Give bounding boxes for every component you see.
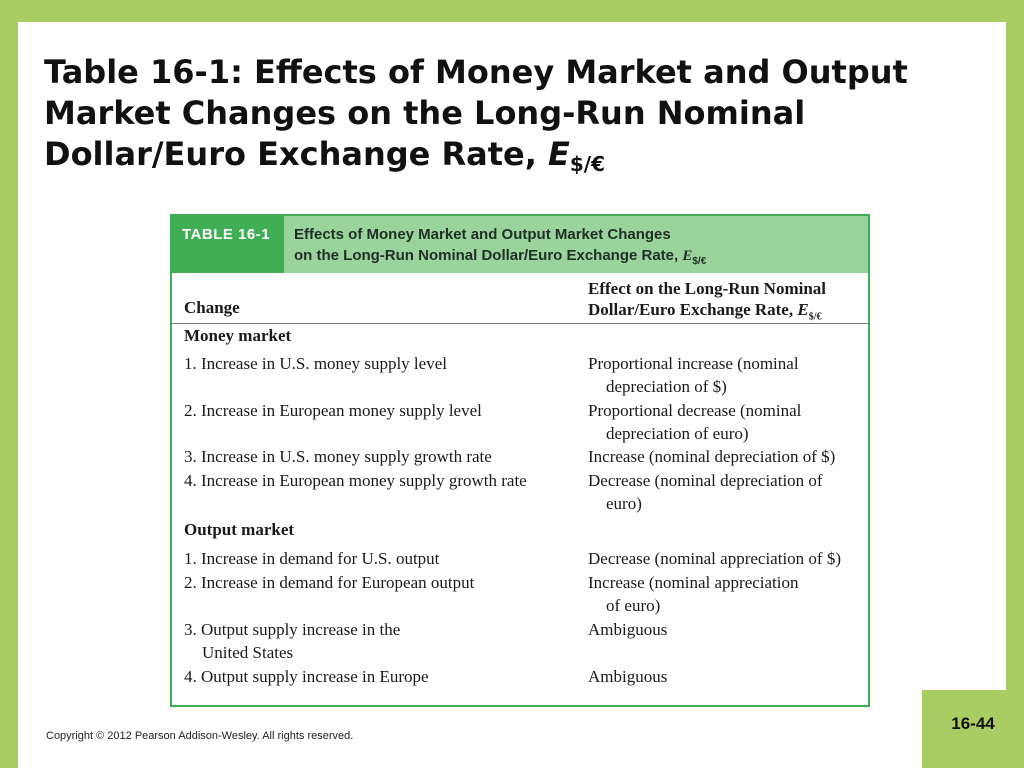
table-row-change: 2. Increase in European money supply level [184, 401, 482, 420]
column-header-effect-symbol: E [797, 300, 809, 319]
table-row-effect: Ambiguous [588, 620, 668, 639]
effect-line: depreciation of euro) [606, 424, 749, 443]
effect-line: of euro) [606, 596, 661, 615]
column-header-effect-subscript: $/€ [808, 311, 822, 323]
slide-title-subscript: $/€ [569, 152, 605, 176]
column-header-change: Change [184, 298, 240, 317]
effect-line: Proportional increase (nominal [588, 354, 799, 373]
copyright-notice: Copyright © 2012 Pearson Addison-Wesley. All rights reserved. [46, 730, 354, 742]
table-16-1 [170, 214, 870, 707]
table-row-change [184, 618, 584, 664]
table-caption-line1: Effects of Money Market and Output Market Changes [294, 226, 671, 243]
table-caption-line2: on the Long-Run Nominal Dollar/Euro Exchange Rate, [294, 247, 683, 264]
table-row-effect [588, 571, 868, 617]
table-row-change: 3. Increase in U.S. money supply growth rate [184, 447, 492, 466]
page-number: 16-44 [951, 714, 995, 733]
change-line: United States [202, 643, 294, 662]
table-row-change: 4. Output supply increase in Europe [184, 667, 429, 686]
table-row-effect: Decrease (nominal appreciation of $) [588, 549, 841, 568]
slide-title-text: Table 16-1: Effects of Money Market and Output Market Changes on the Long-Run Nominal Dollar/Euro Exchange Rate, [44, 53, 908, 173]
column-header-effect-line2: Dollar/Euro Exchange Rate, [588, 300, 798, 319]
section-title-output-market: Output market [184, 520, 295, 539]
table-row-change: 4. Increase in European money supply growth rate [184, 471, 527, 490]
table-caption-symbol: E [682, 248, 693, 264]
table-row-effect [588, 352, 868, 398]
effect-line: depreciation of $) [606, 377, 727, 396]
table-caption-subscript: $/€ [692, 256, 707, 267]
table-tag: TABLE 16-1 [172, 216, 284, 273]
table-row-change: 1. Increase in demand for U.S. output [184, 549, 440, 568]
change-line: 3. Output supply increase in the [184, 620, 401, 639]
table-row-change: 2. Increase in demand for European output [184, 573, 475, 592]
slide-canvas [18, 22, 1006, 768]
page-number-box [922, 690, 1024, 768]
effect-line: Proportional decrease (nominal [588, 401, 802, 420]
table-row-effect [588, 469, 868, 515]
table-row-effect [588, 399, 868, 445]
column-header-effect [588, 278, 868, 327]
header-divider [172, 323, 868, 324]
table-caption [294, 224, 854, 272]
slide-title-symbol: E [548, 135, 570, 173]
effect-line: Increase (nominal appreciation [588, 573, 799, 592]
slide-title [44, 52, 984, 185]
section-title-money-market: Money market [184, 326, 292, 345]
effect-line: Decrease (nominal depreciation of [588, 471, 823, 490]
table-row-change: 1. Increase in U.S. money supply level [184, 354, 447, 373]
table-row-effect: Ambiguous [588, 667, 668, 686]
effect-line: euro) [606, 494, 642, 513]
column-header-effect-line1: Effect on the Long-Run Nominal [588, 279, 827, 298]
table-row-effect: Increase (nominal depreciation of $) [588, 447, 836, 466]
